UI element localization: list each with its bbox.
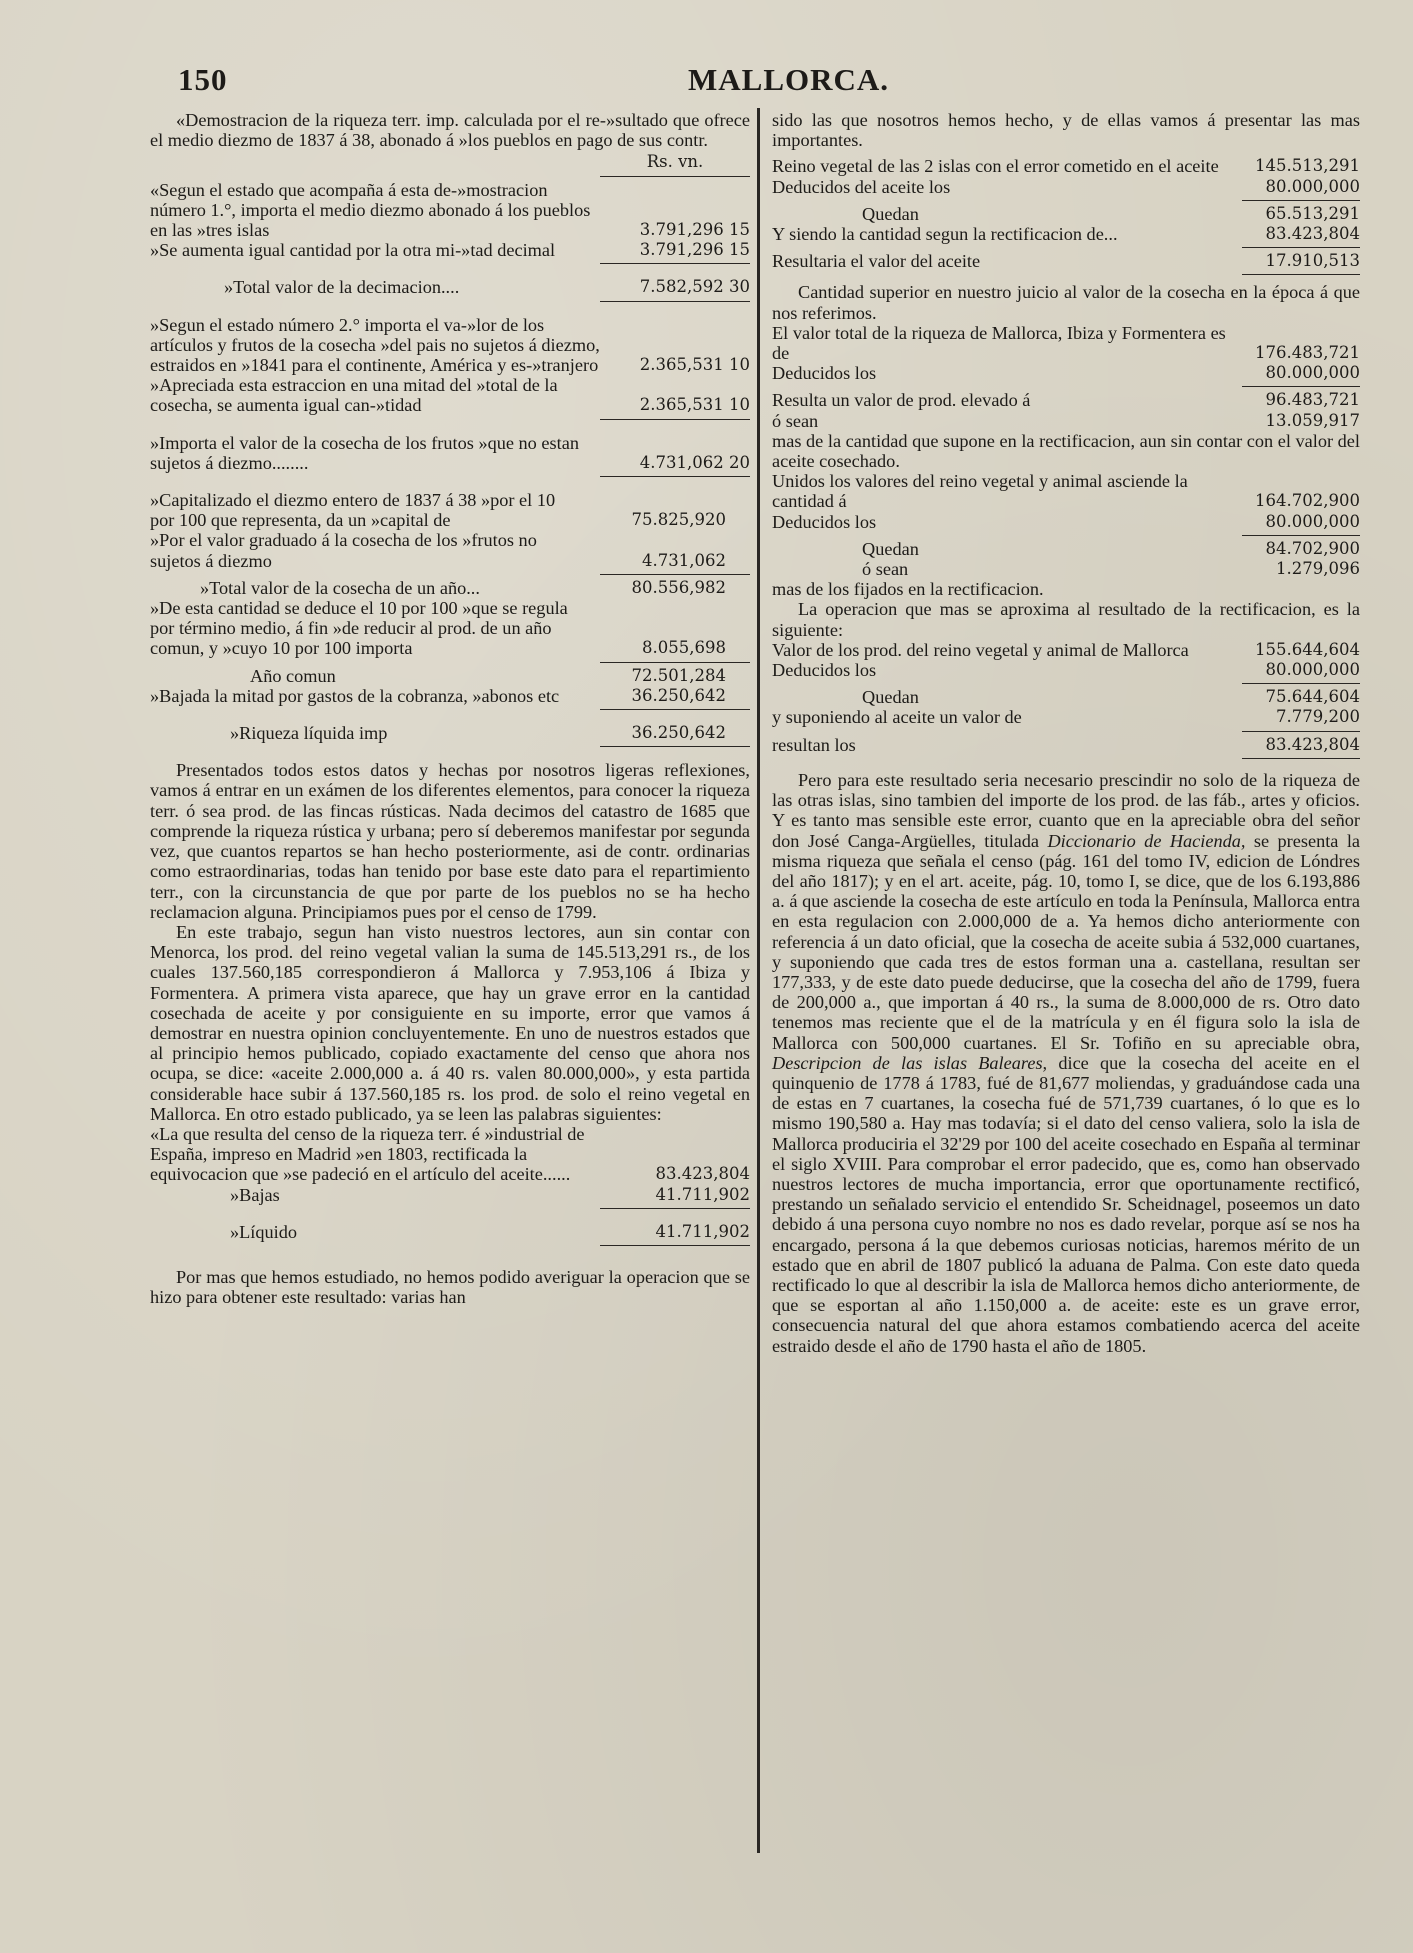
table-row: »Por el valor graduado á la cosecha de los »frutos no sujetos á diezmo 4.731,062 (150, 530, 726, 571)
table-row: Unidos los valores del reino vegetal y animal asciende la cantidad á 164.702,900 (772, 471, 1360, 512)
table-row: Año comun 72.501,284 (250, 665, 726, 686)
table-row: ó sean 1.279,096 (862, 559, 1360, 580)
right-intro: sido las que nosotros hemos hecho, y de ellas vamos á presentar las mas importantes. (772, 110, 1360, 151)
table-row: »Riqueza líquida imp 36.250,642 (230, 723, 726, 744)
left-paragraph-1: Presentados todos estos datos y hechas por nosotros ligeras reflexiones, vamos á entrar en un exámen de los diferentes elementos, para conocer la riqueza terr. ó sea prod. de las fincas rústicas. Nada decimos del catastro de 1685 que comprende la riqueza rústica y urbana; pero sí deberemos manifestar por segunda vez, que cuantos repartos se han hecho posteriormente, asi de contr. ordinarias como estraordinarias, todas han tenido por base este dato para el repartimiento terr., con la circunstancia de que por parte de los pueblos no se ha hecho reclamacion alguna. Principiamos pues por el censo de 1799. (150, 760, 750, 922)
table-row: »Apreciada esta estraccion en una mitad del »total de la cosecha, se aumenta igual can-»tidad 2.365,531 10 (150, 375, 750, 416)
table-row: »Segun el estado número 2.° importa el va-»lor de los artículos y frutos de la cosecha »del pais no sujetos á diezmo, estraidos en »1841 para el continente, América y es-»tranjero 2.365,531 10 (150, 314, 750, 376)
table-row: El valor total de la riqueza de Mallorca, Ibiza y Formentera es de 176.483,721 (772, 322, 1360, 364)
table-row: Resulta un valor de prod. elevado á 96.483,721 (772, 390, 1360, 411)
currency-header: Rs. vn. (646, 152, 704, 172)
table-row: »Bajas 41.711,902 (230, 1184, 750, 1205)
table-row: y suponiendo al aceite un valor de 7.779,200 (772, 707, 1360, 728)
right-paragraph-3: mas de los fijados en la rectificacion. (772, 579, 1044, 600)
right-paragraph-4: La operacion que mas se aproxima al resultado de la rectificacion, es la siguiente: (772, 599, 1360, 640)
left-column (150, 110, 750, 1307)
left-paragraph-3: Por mas que hemos estudiado, no hemos podido averiguar la operacion que se hizo para obtener este resultado: varias han (150, 1266, 750, 1308)
book-title-diccionario: Diccionario de Hacienda, (1047, 830, 1246, 851)
left-intro: «Demostracion de la riqueza terr. imp. calculada por el re-»sultado que ofrece el medio diezmo de 1837 á 38, abonado á »los pueblos en pago de sus contr. (150, 110, 750, 151)
table-row: Reino vegetal de las 2 islas con el error cometido en el aceite 145.513,291 (772, 156, 1360, 177)
table-row: »Se aumenta igual cantidad por la otra mi-»tad decimal 3.791,296 15 (150, 240, 750, 261)
page-number: 150 (178, 62, 228, 97)
table-row: »Importa el valor de la cosecha de los frutos »que no estan sujetos á diezmo........ 4.731,062 20 (150, 432, 750, 473)
book-title-descripcion: Descripcion de las islas Baleares, (772, 1052, 1048, 1073)
right-paragraph-1: Cantidad superior en nuestro juicio al valor de la cosecha en la época á que nos referimos. (772, 282, 1360, 323)
table-row: »De esta cantidad se deduce el 10 por 100 »que se regula por término medio, á fin »de reducir al prod. de un año comun, y »cuyo 10 por 100 importa 8.055,698 (150, 598, 726, 659)
table-row: «La que resulta del censo de la riqueza terr. é »industrial de España, impreso en Madrid »en 1803, rectificada la equivocacion que »se padeció en el artículo del aceite...... 83.423,804 (150, 1123, 750, 1185)
table-row: »Líquido 41.711,902 (230, 1221, 750, 1242)
right-paragraph-5: Pero para este resultado seria necesario prescindir no solo de la riqueza de las otras islas, sino tambien del importe de los prod. de las fáb., artes y oficios. Y es tanto mas sensible este error, cuanto que en la apreciable obra del señor don José Canga-Argüelles, titulada Diccionario de Hacienda, se presenta la misma riqueza que señala el censo (pág. 161 del tomo IV, edicion de Lóndres del año 1817); y en el art. aceite, pág. 10, tomo I, se dice, que de los 6.193,886 a. á que asciende la cosecha de este artículo en toda la Península, Mallorca entra en esta regulacion con 2.000,000 de a. Ya hemos dicho anteriormente con referencia á un dato oficial, que la cosecha de aceite subia á 532,000 cuartanes, y suponiendo que cada tres de estos forman una a. castellana, resultan ser 177,333, y de este dato puede deducirse, que la cosecha del año de 1799, fuera de 200,000 a., que importan á 40 rs., la suma de 8.000,000 de rs. Otro dato tenemos mas reciente que el de la matrícula y en él figura solo la isla de Mallorca con 500,000 cuartanes. El Sr. Tofiño en su apreciable obra, Descripcion de las islas Baleares, dice que la cosecha del aceite en el quinquenio de 1778 á 1783, fué de 81,677 moliendas, y graduándose cada una de estas en 7 cuartanes, la cosecha fué de 571,739 cuartanes, ó lo que es lo mismo 190,580 a. Hay mas todavía; si el dato del censo valiera, solo la isla de Mallorca produciria el 32'29 por 100 del aceite cosechado en España al terminar el siglo XVIII. Para comprobar el error padecido, que es, como han observado nuestros lectores de mucha importancia, error que oportunamente rectificó, prestando un señalado servicio el entendido Sr. Scheidnagel, poseemos un dato debido á una persona cuyo nombre no nos es dado revelar, porque así se nos ha encargado, persona á la que debemos curiosas noticias, haremos mérito de un estado que en abril de 1807 publicó la aduana de Palma. Con este dato queda rectificado lo que al describir la isla de Mallorca hemos dicho anteriormente, de que se esportan al año 1.150,000 a. de aceite: este es un grave error, consecuencia natural del que ahora estamos combatiendo acerca del aceite estraido desde el año de 1790 hasta el año de 1805. (772, 769, 1361, 1356)
table-row: »Total valor de la decimacion.... 7.582,592 30 (224, 277, 750, 298)
table-row: Quedan 84.702,900 (862, 538, 1360, 559)
table-row: Quedan 65.513,291 (862, 203, 1360, 224)
table-row: »Total valor de la cosecha de un año... 80.556,982 (200, 577, 726, 598)
table-row: Resultaria el valor del aceite 17.910,513 (772, 251, 1360, 272)
left-paragraph-2: En este trabajo, segun han visto nuestros lectores, aun sin contar con Menorca, los prod. del reino vegetal valian la suma de 145.513,291 rs., de los cuales 137.560,185 correspondieron á Mallorca y 7.953,106 á Ibiza y Formentera. A primera vista aparece, que hay un grave error en la cantidad cosechada de aceite y por consiguiente en su importe, error que vamos á demostrar en nuestra opinion concluyentemente. En uno de nuestros estados que al principio hemos publicado, copiado exactamente del censo que ahora nos ocupa, se dice: «aceite 2.000,000 a. á 40 rs. valen 80.000,000», y esta partida considerable hace subir á 137.560,185 rs. los prod. de solo el reino vegetal en Mallorca. En otro estado publicado, ya se leen las palabras siguientes: (150, 921, 750, 1124)
table-row: Deducidos los 80.000,000 (772, 363, 1360, 384)
page-header (178, 62, 1288, 102)
table-row: Quedan 75.644,604 (862, 687, 1360, 708)
table-row: «Segun el estado que acompaña á esta de-»mostracion número 1.°, importa el medio diezmo abonado á los pueblos en las »tres islas 3.791,296 15 (150, 179, 750, 241)
table-row: Deducidos los 80.000,000 (772, 511, 1360, 532)
table-row: Deducidos los 80.000,000 (772, 660, 1360, 681)
table-row: resultan los 83.423,804 (772, 734, 1360, 755)
right-paragraph-2: mas de la cantidad que supone en la rectificacion, aun sin contar con el valor del aceite cosechado. (772, 430, 1360, 472)
table-row: »Capitalizado el diezmo entero de 1837 á 38 »por el 10 por 100 que representa, da un »capital de 75.825,920 (150, 490, 726, 531)
table-row: Deducidos del aceite los 80.000,000 (772, 176, 1360, 197)
column-divider (757, 108, 760, 1853)
table-row: »Bajada la mitad por gastos de la cobranza, »abonos etc 36.250,642 (150, 685, 726, 706)
table-row: Y siendo la cantidad segun la rectificacion de... 83.423,804 (772, 224, 1360, 245)
right-column (772, 110, 1360, 1356)
table-row: Valor de los prod. del reino vegetal y animal de Mallorca 155.644,604 (772, 639, 1360, 660)
table-row: ó sean 13.059,917 (772, 410, 1360, 431)
page-title: MALLORCA. (688, 62, 890, 97)
